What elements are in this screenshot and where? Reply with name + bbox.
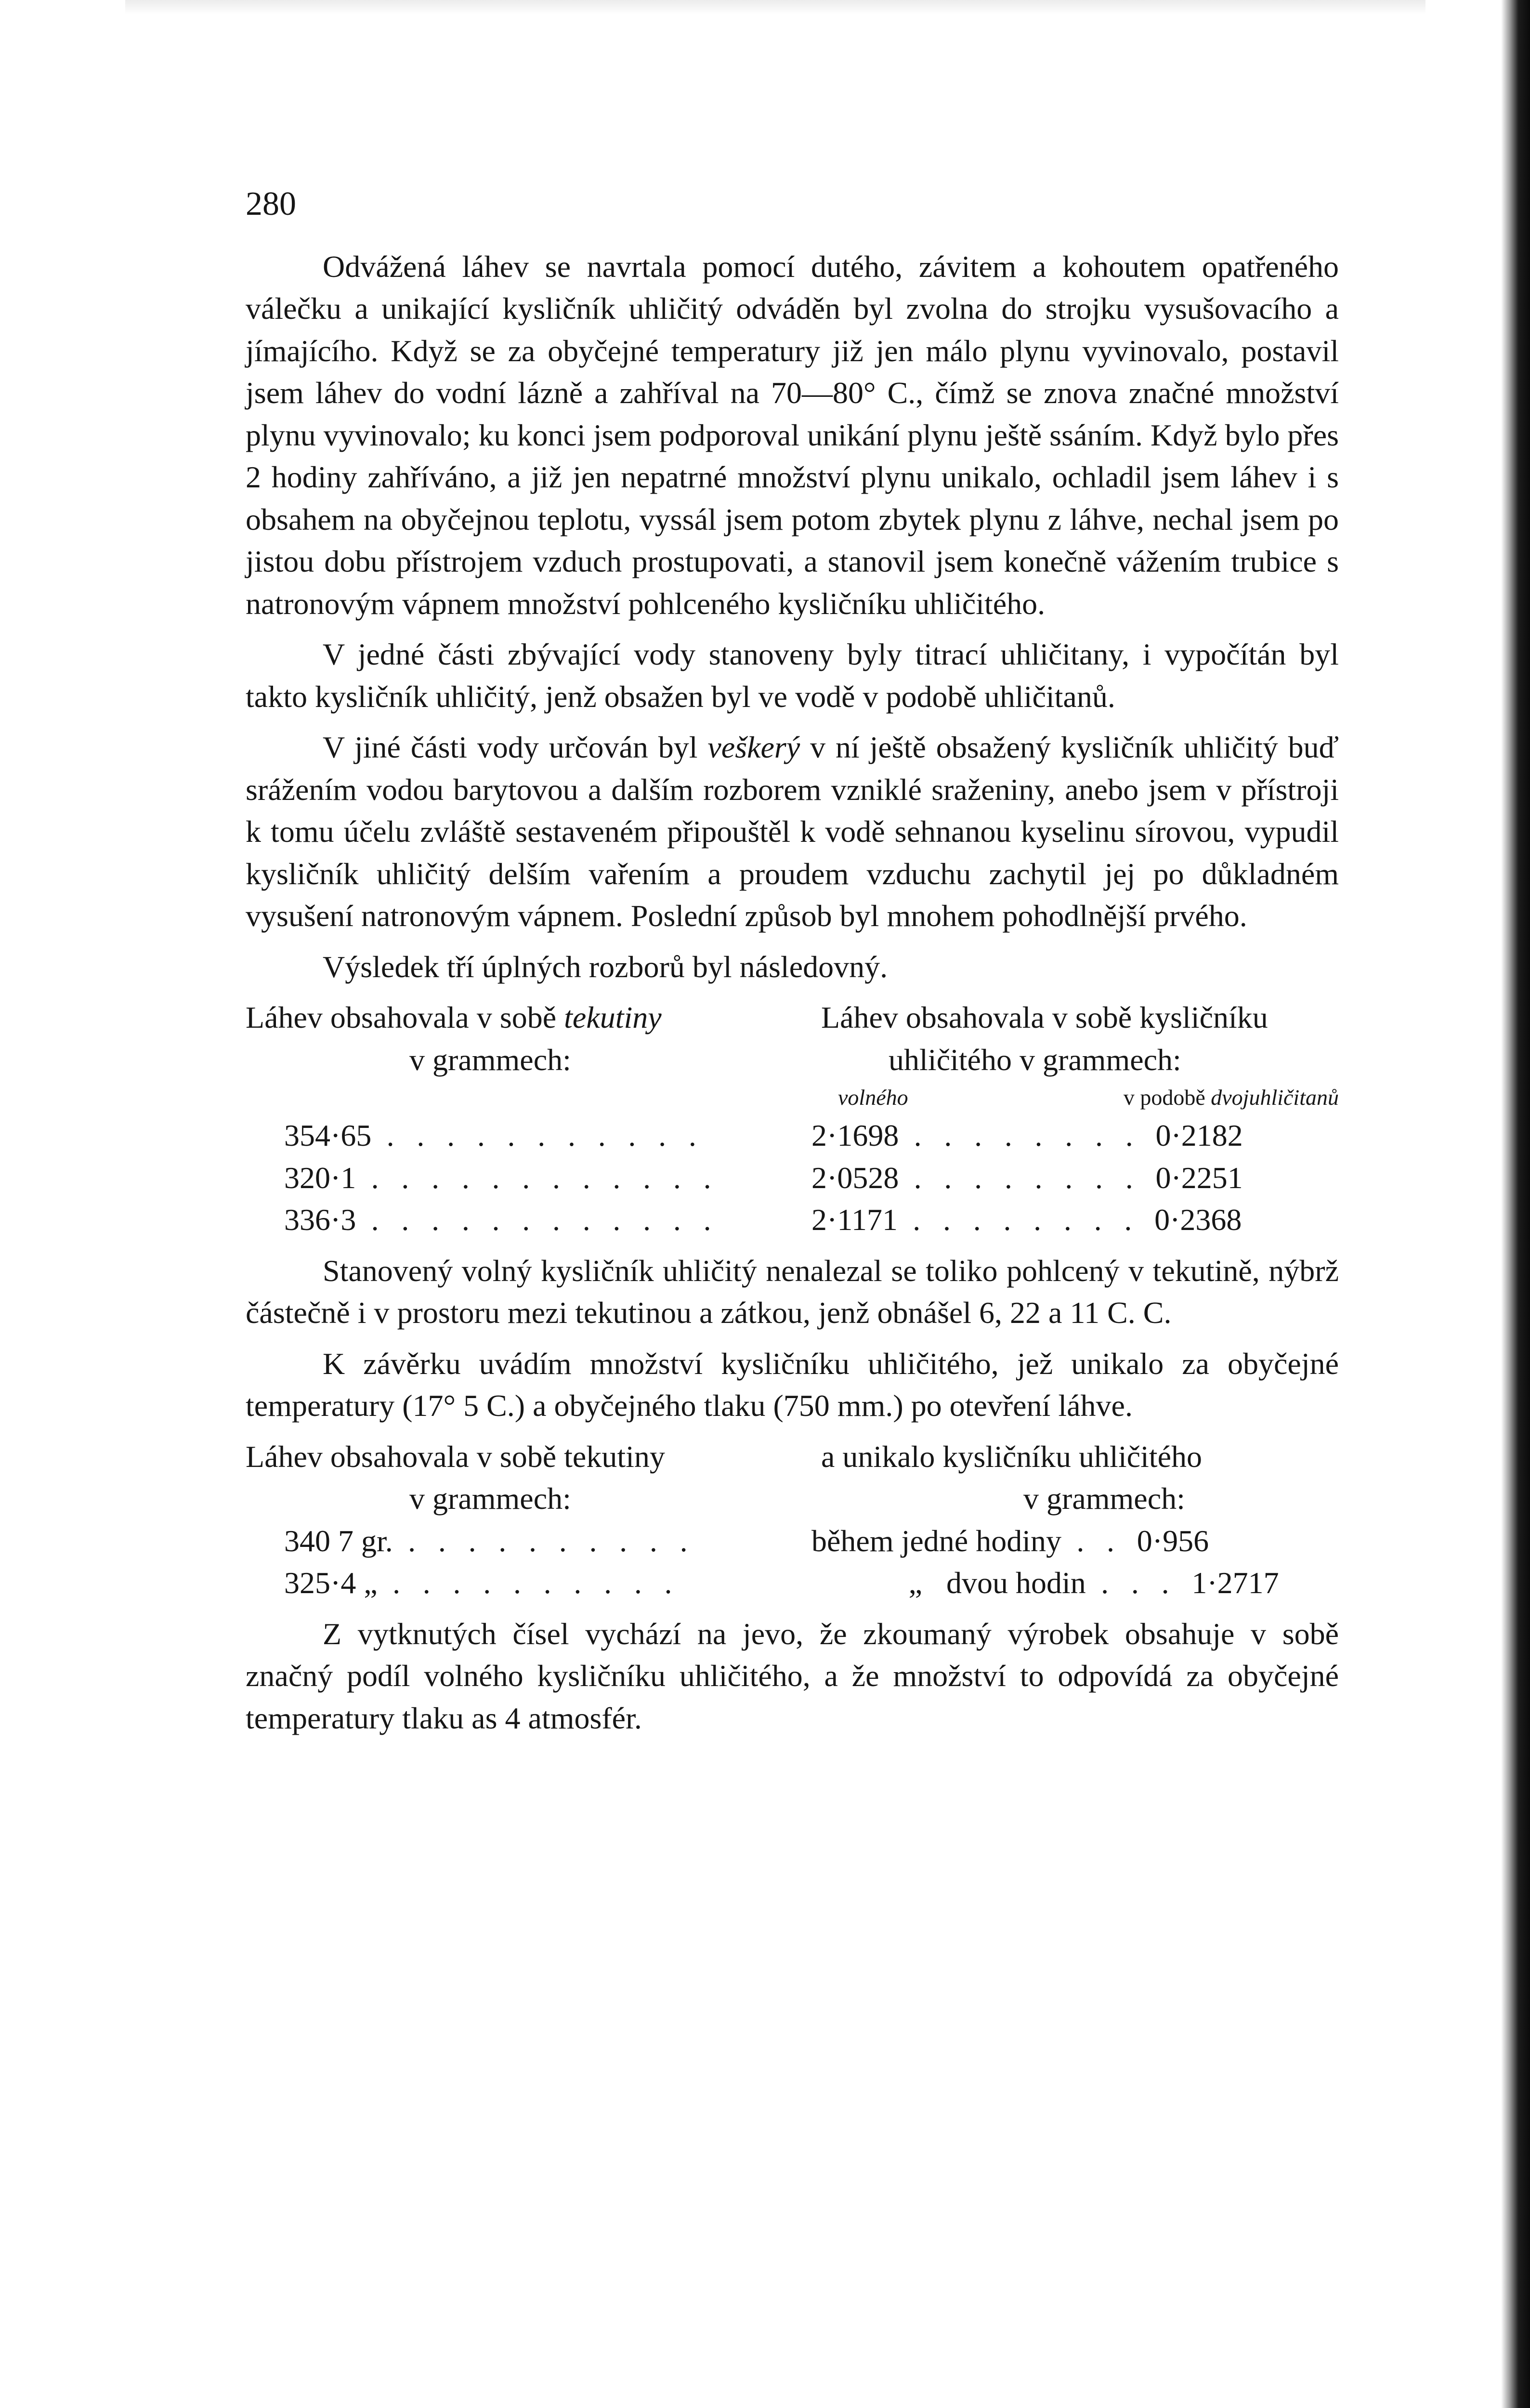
table-row: 325·4 „ . . . . . . . . . . „ dvou hodin . . . 1·2717 — [246, 1562, 1339, 1604]
header-text: uhličitého v grammech: — [889, 1042, 1181, 1077]
scan-top-shadow — [125, 0, 1425, 14]
paragraph-procedure: Odvážená láhev se navrtala pomocí dutého, závitem a kohoutem opatřeného válečku a unikající kysličník uhličitý odváděn byl zvolna do strojku vysušovacího a jímajícího. Když se za obyčejné temperatury již jen málo plynu vyvinovalo, postavil jsem láhev do vodní lázně a zahříval na 70—80° C., čímž se znova značné množství plynu vyvinovalo; ku konci jsem podporoval unikání plynu ještě ssáním. Když bylo přes 2 hodiny zahříváno, a již jen nepatrné množství plynu unikalo, ochladil jsem láhev i s obsahem na obyčejnou teplotu, vyssál jsem potom zbytek plynu z láhve, nechal jsem po jistou dobu přístrojem vzduch prostupovati, a stanovil jsem konečně vážením trubice s natronovým vápnem množství pohlceného kysličníku uhličitého. — [246, 249, 1339, 621]
emphasis-text: veškerý — [707, 730, 800, 764]
cell-liquid: 336·3 — [284, 1203, 356, 1237]
header-emphasis: tekutiny — [564, 1000, 662, 1034]
header-text: Láhev obsahovala v sobě tekutiny — [246, 1439, 665, 1474]
table-row: 320·1 . . . . . . . . . . . . 2·0528 . . . . . . . . 0·2251 — [284, 1160, 1243, 1195]
cell-bicarbonate: 0·2368 — [1154, 1203, 1242, 1237]
header-text: v grammech: — [409, 1042, 571, 1077]
table-subheader — [246, 1081, 1339, 1114]
cell-bicarbonate: 0·2182 — [1155, 1118, 1243, 1152]
cell-liquid: 325·4 „ — [284, 1566, 378, 1600]
header-liquid — [246, 996, 821, 1081]
paragraph-result-intro: Výsledek tří úplných rozborů byl následovný. — [323, 949, 888, 984]
paragraph-text: V jiné části vody určován byl — [323, 730, 708, 764]
table-row: 354·65 . . . . . . . . . . . 2·1698 . . . . . . . . 0·2182 — [284, 1118, 1243, 1152]
paragraph-free-co2: Stanovený volný kysličník uhličitý nenalezal se toliko pohlcený v tekutině, nýbrž částečně i v prostoru mezi tekutinou a zátkou, jenž obnášel 6, 22 a 11 C. C. — [246, 1253, 1339, 1330]
cell-liquid: 354·65 — [284, 1118, 372, 1152]
header-text: Láhev obsahovala v sobě — [246, 1000, 564, 1034]
escape-table — [246, 1436, 1339, 1604]
ditto-mark: „ — [908, 1566, 922, 1600]
results-table — [246, 996, 1339, 1241]
header-text: v grammech: — [409, 1481, 571, 1516]
cell-liquid: 340 7 gr. — [284, 1523, 393, 1558]
paragraph-total-co2 — [246, 726, 1339, 937]
page-number: 280 — [246, 185, 296, 222]
paragraph-text: v ní ještě obsažený kysličník uhličitý buď srážením vodou barytovou a dalším rozborem vzniklé sraženiny, anebo jsem v přístroji k tomu účelu zvláště sestaveném připouštěl k vodě sehnanou kyselinu sírovou, vypudil kysličník uhličitý delším vařením a proudem vzduchu zachytil jej po důkladném vysušení natronovým vápnem. Poslední způsob byl mnohem pohodlnější prvého. — [246, 730, 1339, 933]
cell-bicarbonate: 0·2251 — [1155, 1160, 1243, 1195]
table-header — [246, 1436, 1339, 1520]
table-header — [246, 996, 1339, 1081]
cell-duration: během jedné hodiny — [811, 1523, 1061, 1558]
subheader-free: volného — [838, 1085, 908, 1110]
scan-page-edge — [1501, 0, 1530, 2408]
header-co2 — [821, 996, 1339, 1081]
book-page — [246, 183, 1339, 1739]
paragraph-conclusion: Z vytknutých čísel vychází na jevo, že zkoumaný výrobek obsahuje v sobě značný podíl volného kysličníku uhličitého, a že množství to odpovídá za obyčejné temperatury tlaku as 4 atmosfér. — [246, 1616, 1339, 1735]
table-row: 336·3 . . . . . . . . . . . . 2·1171 . . . . . . . . 0·2368 — [284, 1203, 1242, 1237]
cell-free: 2·0528 — [811, 1160, 899, 1195]
cell-duration: dvou hodin — [946, 1566, 1086, 1600]
header-text: a unikalo kysličníku uhličitého — [821, 1439, 1202, 1474]
header-text: Láhev obsahovala v sobě kysličníku — [821, 1000, 1268, 1034]
cell-amount: 1·2717 — [1191, 1566, 1279, 1600]
cell-liquid: 320·1 — [284, 1160, 356, 1195]
cell-amount: 0·956 — [1137, 1523, 1209, 1558]
table-row: 340 7 gr. . . . . . . . . . . během jedné hodiny . . 0·956 — [284, 1523, 1209, 1558]
paragraph-escaping-co2: K závěrku uvádím množství kysličníku uhličitého, jež unikalo za obyčejné temperatury (17° 5 C.) a obyčejného tlaku (750 mm.) po otevření láhve. — [246, 1346, 1339, 1423]
subheader-bicarbonate: v podobě dvojuhličitanů — [1123, 1085, 1339, 1110]
cell-free: 2·1698 — [811, 1118, 899, 1152]
paragraph-titration: V jedné části zbývající vody stanoveny byly titrací uhličitany, i vypočítán byl takto kysličník uhličitý, jenž obsažen byl ve vodě v podobě uhličitanů. — [246, 637, 1339, 714]
header-text: v grammech: — [1023, 1481, 1185, 1516]
cell-free: 2·1171 — [811, 1203, 898, 1237]
